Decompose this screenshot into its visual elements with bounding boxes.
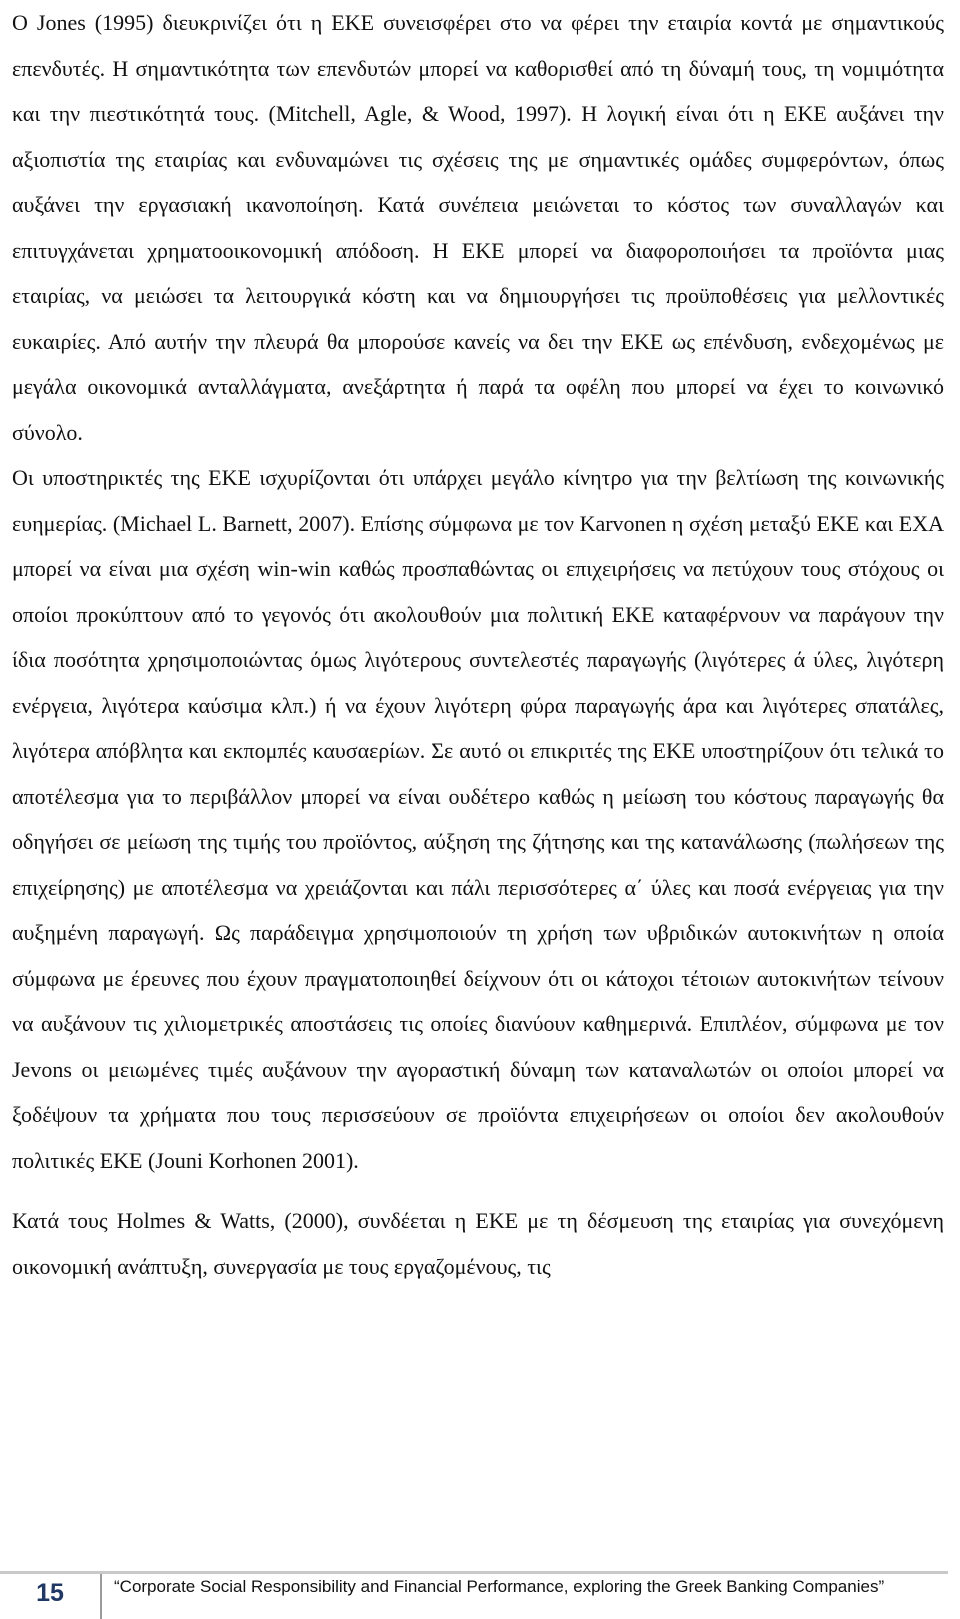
paragraph-2: Οι υποστηρικτές της ΕΚΕ ισχυρίζονται ότι υπάρχει μεγάλο κίνητρο για την βελτίωση της κοινωνικής ευημερίας. (Michael L. Barnett, 2007). Επίσης σύμφωνα με τον Karvonen η σχέση μεταξύ ΕΚΕ και ΕΧΑ μπορεί να είναι μια σχέση win-win καθώς προσπαθώντας οι επιχειρήσεις να πετύχουν τους στόχους οι οποίοι προκύπτουν από το γεγονός ότι ακολουθούν μια πολιτική ΕΚΕ καταφέρνουν να παράγουν την ίδια ποσότητα χρησιμοποιώντας όμως λιγότερους συντελεστές παραγωγής (λιγότερες ά ύλες, λιγότερη ενέργεια, λιγότερα καύσιμα κλπ.) ή να έχουν λιγότερη φύρα παραγωγής άρα και λιγότερες σπατάλες, λιγότερα απόβλητα και εκπομπές καυσαερίων. Σε αυτό οι επικριτές της ΕΚΕ υποστηρίζουν ότι τελικά το αποτέλεσμα για το περιβάλλον μπορεί να είναι ουδέτερο καθώς η μείωση του κόστους παραγωγής θα οδηγήσει σε μείωση της τιμής του προϊόντος, αύξηση της ζήτησης και της κατανάλωσης (πωλήσεων της επιχείρησης) με αποτέλεσμα να χρειάζονται και πάλι περισσότερες α΄ ύλες και ποσά ενέργειας για την αυξημένη παραγωγή. Ως παράδειγμα χρησιμοποιούν τη χρήση των υβριδικών αυτοκινήτων η οποία σύμφωνα με έρευνες που έχουν πραγματοποιηθεί δείχνουν ότι οι κάτοχοι τέτοιων αυτοκινήτων τείνουν να αυξάνουν τις χιλιομετρικές αποστάσεις τις οποίες διανύουν καθημερινά. Επιπλέον, σύμφωνα με τον Jevons οι μειωμένες τιμές αυξάνουν την αγοραστική δύναμη των καταναλωτών οι οποίοι μπορεί να ξοδέψουν τα χρήματα που τους περισσεύουν σε προϊόντα επιχειρήσεων οι οποίοι δεν ακολουθούν πολιτικές ΕΚΕ (Jouni Korhonen 2001). [12, 465, 944, 1173]
running-title: “Corporate Social Responsibility and Financial Performance, exploring the Greek Banking Companies” [114, 1577, 885, 1596]
paragraph-3: Κατά τους Holmes & Watts, (2000), συνδέεται η ΕΚΕ με τη δέσμευση της εταιρίας για συνεχόμενη οικονομική ανάπτυξη, συνεργασία με τους εργαζομένους, τις [12, 1208, 944, 1279]
page-number: 15 [36, 1579, 64, 1607]
paragraph-1: O Jones (1995) διευκρινίζει ότι η ΕΚΕ συνεισφέρει στο να φέρει την εταιρία κοντά με σημαντικούς επενδυτές. Η σημαντικότητα των επενδυτών μπορεί να καθορισθεί από τη δύναμή τους, τη νομιμότητα και την πιεστικότητά τους. (Mitchell, Agle, & Wood, 1997). Η λογική είναι ότι η ΕΚΕ αυξάνει την αξιοπιστία της εταιρίας και ενδυναμώνει τις σχέσεις της με σημαντικές ομάδες συμφερόντων, όπως αυξάνει την εργασιακή ικανοποίηση. Κατά συνέπεια μειώνεται το κόστος των συναλλαγών και επιτυγχάνεται χρηματοοικονομική απόδοση. Η ΕΚΕ μπορεί να διαφοροποιήσει τα προϊόντα μιας εταιρίας, να μειώσει τα λειτουργικά κόστη και να δημιουργήσει τις προϋποθέσεις για μελλοντικές ευκαιρίες. Από αυτήν την πλευρά θα μπορούσε κανείς να δει την ΕΚΕ ως επένδυση, ενδεχομένως με μεγάλα οικονομικά ανταλλάγματα, ανεξάρτητα ή παρά τα οφέλη που μπορεί να έχει το κοινωνικό σύνολο. [12, 10, 944, 445]
footer-divider [100, 1574, 102, 1619]
footer-rule [0, 1571, 948, 1574]
body-text [12, 0, 944, 1289]
page-footer [0, 1571, 960, 1619]
